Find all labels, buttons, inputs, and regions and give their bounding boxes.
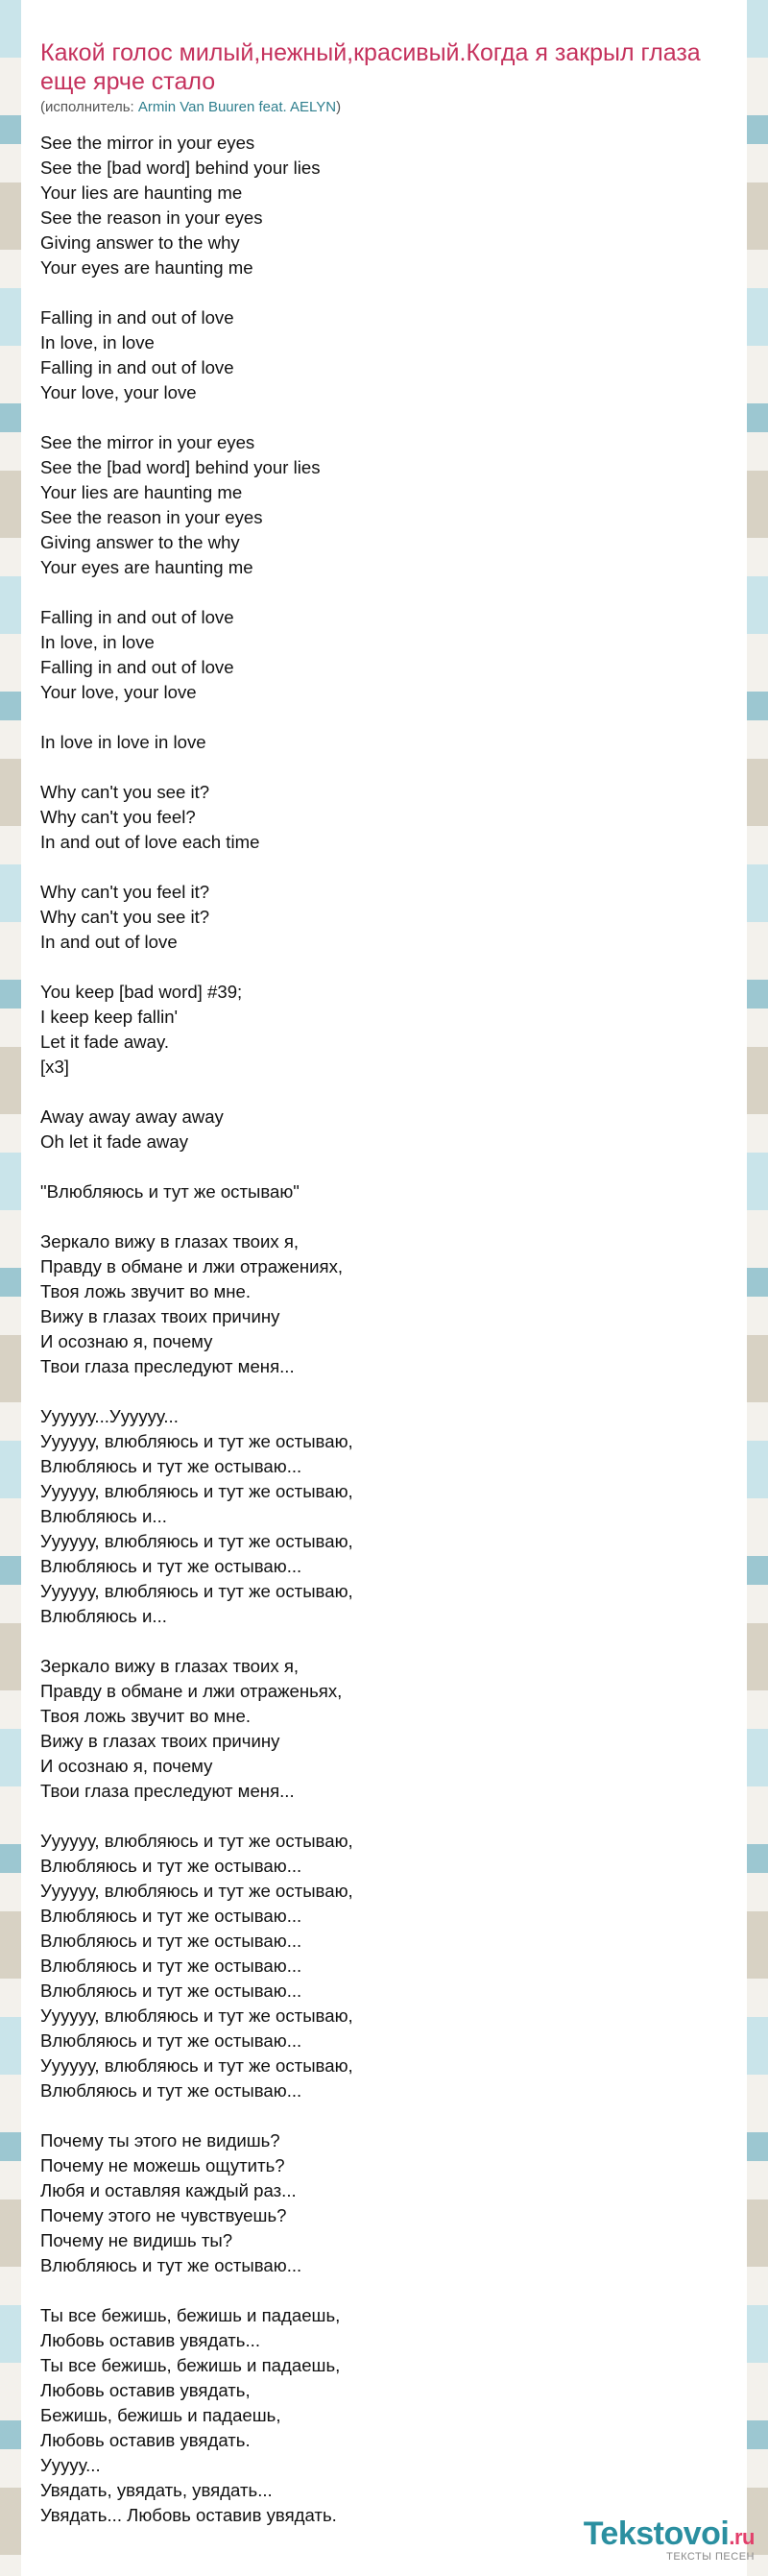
lyrics-line: In love in love in love [40,732,206,752]
lyrics-line: Why can't you feel? [40,807,196,827]
logo-tld: .ru [729,2525,755,2549]
lyrics-line: Влюбляюсь и тут же остываю... [40,1906,302,1926]
lyrics-body [40,131,728,2528]
lyrics-line: Влюбляюсь и тут же остываю... [40,2255,302,2275]
lyrics-stanza [40,1404,728,1629]
logo-name: Tekstovoi [583,2515,730,2552]
lyrics-line: See the mirror in your eyes [40,432,255,452]
lyrics-line: Почему не видишь ты? [40,2230,233,2250]
lyrics-line: Falling in and out of love [40,357,234,377]
lyrics-line: Falling in and out of love [40,307,234,328]
lyrics-line: Your lies are haunting me [40,182,243,203]
lyrics-line: Влюбляюсь и... [40,1506,167,1526]
lyrics-line: Твоя ложь звучит во мне. [40,1706,252,1726]
lyrics-line: See the reason in your eyes [40,207,263,228]
logo-wordmark [584,2516,755,2555]
lyrics-line: In and out of love each time [40,832,260,852]
lyrics-line: Why can't you see it? [40,907,210,927]
lyrics-line: Твоя ложь звучит во мне. [40,1281,252,1301]
lyrics-stanza [40,980,728,1080]
lyrics-line: Falling in and out of love [40,657,234,677]
page-title: Какой голос милый,нежный,красивый.Когда я закрыл глаза еще ярче стало [40,39,701,95]
lyrics-line: In love, in love [40,632,155,652]
lyrics-line: In love, in love [40,332,155,352]
lyrics-line: Влюбляюсь и тут же остываю... [40,1931,302,1951]
lyrics-line: Влюбляюсь и тут же остываю... [40,1556,302,1576]
lyrics-line: Любовь оставив увядать. [40,2430,251,2450]
lyrics-line: See the [bad word] behind your lies [40,158,321,178]
lyrics-line: Why can't you see it? [40,782,210,802]
lyrics-line: "Влюбляюсь и тут же остываю" [40,1181,300,1202]
lyrics-line: Let it fade away. [40,1032,170,1052]
lyrics-line: Влюбляюсь и тут же остываю... [40,1856,302,1876]
lyrics-line: Твои глаза преследуют меня... [40,1356,295,1376]
lyrics-line: Уууууу, влюбляюсь и тут же остываю, [40,1431,353,1451]
lyrics-line: Любя и оставляя каждый раз... [40,2180,297,2200]
lyrics-line: Увядать, увядать, увядать... [40,2480,273,2500]
lyrics-line: И осознаю я, почему [40,1756,213,1776]
lyrics-line: Your eyes are haunting me [40,557,253,577]
lyrics-stanza [40,780,728,855]
lyrics-line: Увядать... Любовь оставив увядать. [40,2505,337,2525]
lyrics-line: Вижу в глазах твоих причину [40,1731,280,1751]
lyrics-line: See the mirror in your eyes [40,133,255,153]
lyrics-stanza [40,1654,728,1804]
lyrics-stanza [40,305,728,405]
lyrics-line: Правду в обмане и лжи отраженьях, [40,1681,343,1701]
lyrics-stanza [40,1829,728,2103]
lyrics-line: Away away away away [40,1106,224,1127]
lyrics-line: Your eyes are haunting me [40,257,253,278]
artist-prefix: (исполнитель: [40,99,138,115]
lyrics-line: Уууууу, влюбляюсь и тут же остываю, [40,1481,353,1501]
lyrics-line: Зеркало вижу в глазах твоих я, [40,1231,300,1252]
artist-link[interactable]: Armin Van Buuren feat. AELYN [137,99,337,115]
lyrics-line: Влюбляюсь и... [40,1606,167,1626]
artist-suffix: ) [336,99,342,115]
lyrics-line: Ты все бежишь, бежишь и падаешь, [40,2355,341,2375]
lyrics-line: In and out of love [40,932,178,952]
lyrics-stanza [40,605,728,705]
lyrics-line: Почему этого не чувствуешь? [40,2205,287,2225]
lyrics-line: И осознаю я, почему [40,1331,213,1351]
lyrics-line: Your lies are haunting me [40,482,243,502]
lyrics-line: See the [bad word] behind your lies [40,457,321,477]
lyrics-line: Ты все бежишь, бежишь и падаешь, [40,2305,341,2325]
lyrics-line: Why can't you feel it? [40,882,210,902]
lyrics-line: Ууууу... [40,2455,101,2475]
lyrics-stanza [40,1179,728,1204]
lyrics-line: Your love, your love [40,682,197,702]
lyrics-line: Влюбляюсь и тут же остываю... [40,2080,302,2101]
lyrics-line: You keep [bad word] #39; [40,982,243,1002]
lyrics-line: Влюбляюсь и тут же остываю... [40,1956,302,1976]
artist-line [40,98,728,117]
lyrics-line: Уууууу...Уууууу... [40,1406,179,1426]
lyrics-line: Уууууу, влюбляюсь и тут же остываю, [40,1581,353,1601]
right-decorative-stripes [747,0,768,2576]
lyrics-stanza [40,1229,728,1379]
lyrics-line: Влюбляюсь и тут же остываю... [40,2030,302,2051]
lyrics-line: Уууууу, влюбляюсь и тут же остываю, [40,1831,353,1851]
lyrics-stanza [40,1105,728,1154]
lyrics-stanza [40,730,728,755]
lyrics-line: Falling in and out of love [40,607,234,627]
lyrics-line: Любовь оставив увядать, [40,2380,251,2400]
lyrics-line: Уууууу, влюбляюсь и тут же остываю, [40,1531,353,1551]
lyrics-line: Правду в обмане и лжи отражениях, [40,1256,344,1276]
lyrics-line: See the reason in your eyes [40,507,263,527]
lyrics-stanza [40,2128,728,2278]
lyrics-line: Giving answer to the why [40,232,240,253]
lyrics-line: Влюбляюсь и тут же остываю... [40,1456,302,1476]
logo-tagline: ТЕКСТЫ ПЕСЕН [666,2551,755,2563]
lyrics-line: Влюбляюсь и тут же остываю... [40,1981,302,2001]
lyrics-line: Уууууу, влюбляюсь и тут же остываю, [40,2055,353,2076]
lyrics-line: Почему ты этого не видишь? [40,2130,280,2151]
lyrics-line: Любовь оставив увядать... [40,2330,260,2350]
lyrics-line: Уууууу, влюбляюсь и тут же остываю, [40,1881,353,1901]
lyrics-line: Бежишь, бежишь и падаешь, [40,2405,281,2425]
lyrics-line: Giving answer to the why [40,532,240,552]
lyrics-stanza [40,430,728,580]
lyrics-stanza [40,2303,728,2528]
lyrics-line: Oh let it fade away [40,1131,188,1152]
lyrics-line: Зеркало вижу в глазах твоих я, [40,1656,300,1676]
lyrics-line: Твои глаза преследуют меня... [40,1781,295,1801]
lyrics-card [21,0,747,2576]
lyrics-line: I keep keep fallin' [40,1007,179,1027]
lyrics-stanza [40,131,728,280]
lyrics-line: Your love, your love [40,382,197,402]
lyrics-line: Вижу в глазах твоих причину [40,1306,280,1326]
lyrics-stanza [40,880,728,955]
lyrics-line: Уууууу, влюбляюсь и тут же остываю, [40,2005,353,2026]
left-decorative-stripes [0,0,21,2576]
lyrics-line: Почему не можешь ощутить? [40,2155,285,2175]
lyrics-line: [x3] [40,1057,69,1077]
site-logo[interactable] [584,2516,755,2563]
